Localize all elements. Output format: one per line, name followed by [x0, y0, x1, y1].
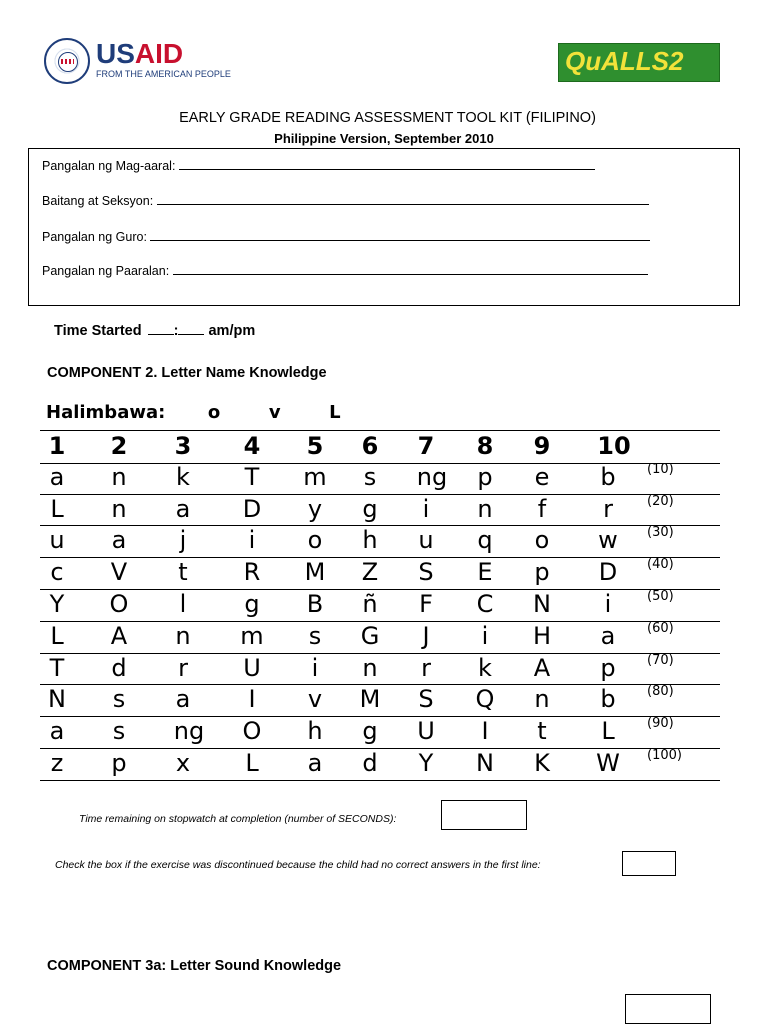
letter-cell[interactable]: n — [362, 653, 378, 682]
letter-cell[interactable]: S — [418, 685, 434, 714]
letter-cell[interactable]: h — [307, 717, 323, 746]
letter-cell[interactable]: i — [604, 590, 612, 618]
letter-cell[interactable]: T — [244, 462, 260, 491]
letter-cell[interactable]: A — [110, 621, 128, 650]
letter-cell[interactable]: o — [307, 526, 323, 555]
letter-cell[interactable]: U — [417, 717, 435, 746]
grid-row — [40, 748, 720, 781]
letter-cell[interactable]: F — [419, 590, 433, 618]
letter-cell[interactable]: r — [421, 653, 431, 682]
letter-cell[interactable]: ng — [416, 462, 448, 491]
letter-cell[interactable]: b — [600, 685, 616, 714]
letter-cell[interactable]: z — [50, 749, 64, 777]
teacher-name-label: Pangalan ng Guro: — [42, 230, 147, 244]
grade-section-field[interactable] — [42, 193, 649, 208]
time-started-suffix: am/pm — [208, 323, 256, 339]
example-letter: v — [268, 402, 281, 423]
grid-column-header: 5 — [306, 432, 324, 460]
student-name-field[interactable] — [42, 158, 595, 173]
equalls-wordmark: QuALLS2 — [565, 46, 684, 76]
letter-cell[interactable]: h — [362, 526, 378, 555]
letter-cell[interactable]: R — [243, 558, 261, 587]
letter-cell[interactable]: S — [418, 558, 434, 587]
grid-column-header: 9 — [533, 432, 551, 460]
row-count-label: (70) — [647, 652, 674, 668]
component2-heading: COMPONENT 2. Letter Name Knowledge — [47, 365, 327, 381]
letter-cell[interactable]: r — [603, 494, 613, 523]
letter-cell[interactable]: Q — [475, 685, 495, 714]
letter-cell[interactable]: p — [111, 749, 127, 777]
grid-row — [40, 589, 720, 622]
letter-cell[interactable]: C — [476, 590, 494, 618]
letter-cell[interactable]: e — [534, 462, 550, 491]
grid-row — [40, 716, 720, 749]
grid-row — [40, 684, 720, 717]
row-count-label: (20) — [647, 493, 674, 509]
letter-cell[interactable]: T — [49, 653, 65, 682]
letter-cell[interactable]: u — [418, 526, 434, 555]
letter-cell[interactable]: t — [537, 717, 547, 746]
grid-row — [40, 525, 720, 558]
example-label: Halimbawa: — [46, 402, 166, 423]
grid-column-header: 2 — [110, 432, 128, 460]
time-started-label: Time Started — [54, 323, 142, 339]
letter-cell[interactable]: N — [476, 749, 494, 777]
row-count-label: (90) — [647, 716, 674, 732]
grid-column-header: 8 — [476, 432, 494, 460]
letter-cell[interactable]: o — [534, 526, 550, 555]
letter-cell[interactable]: s — [112, 717, 126, 746]
letter-cell[interactable]: s — [112, 685, 126, 714]
example-row — [46, 402, 341, 428]
letter-cell[interactable]: L — [50, 494, 64, 523]
grid-column-header: 7 — [417, 432, 435, 460]
letter-cell[interactable]: K — [534, 749, 550, 777]
letter-cell[interactable]: i — [248, 526, 256, 555]
usaid-tagline: FROM THE AMERICAN PEOPLE — [96, 69, 231, 79]
letter-cell[interactable]: L — [245, 749, 259, 777]
letter-cell[interactable]: O — [242, 717, 262, 746]
row-count-label: (30) — [647, 525, 674, 541]
letter-cell[interactable]: I — [248, 685, 256, 714]
student-info-box — [28, 148, 740, 306]
letter-cell[interactable]: q — [477, 526, 493, 555]
letter-cell[interactable]: N — [533, 590, 551, 618]
discontinued-note: Check the box if the exercise was discontinued because the child had no correct answers in the first line: — [55, 859, 541, 871]
discontinued-checkbox[interactable] — [622, 851, 676, 876]
letter-cell[interactable]: n — [175, 621, 191, 650]
letter-cell[interactable]: a — [175, 685, 191, 714]
letter-cell[interactable]: V — [110, 558, 128, 587]
time-started-hours-blank[interactable] — [148, 323, 174, 335]
grid-column-header: 3 — [174, 432, 192, 460]
letter-cell[interactable]: d — [362, 749, 378, 777]
grid-column-header: 6 — [361, 432, 379, 460]
letter-cell[interactable]: v — [307, 685, 323, 714]
letter-cell[interactable]: y — [307, 494, 323, 523]
letter-cell[interactable]: i — [481, 621, 489, 650]
example-letter: L — [329, 402, 341, 423]
time-remaining-input[interactable] — [441, 800, 527, 830]
letter-cell[interactable]: a — [111, 526, 127, 555]
document-subtitle: Philippine Version, September 2010 — [274, 131, 494, 146]
letter-cell[interactable]: m — [303, 462, 327, 491]
component3a-heading: COMPONENT 3a: Letter Sound Knowledge — [47, 958, 342, 974]
equalls-logo — [558, 43, 720, 82]
time-remaining-note: Time remaining on stopwatch at completion (number of SECONDS): — [79, 813, 397, 825]
usaid-logo — [44, 38, 231, 84]
letter-cell[interactable]: D — [242, 494, 262, 523]
letter-cell[interactable]: M — [304, 558, 326, 587]
teacher-name-field[interactable] — [42, 229, 650, 244]
letter-cell[interactable]: Y — [49, 590, 65, 618]
time-started-field[interactable]: Time Started : am/pm — [54, 323, 256, 339]
grid-column-header: 4 — [243, 432, 261, 460]
student-name-label: Pangalan ng Mag-aaral: — [42, 159, 176, 173]
letter-cell[interactable]: b — [600, 462, 616, 491]
grid-row — [40, 494, 720, 527]
grid-column-header: 10 — [597, 432, 631, 460]
letter-cell[interactable]: a — [49, 462, 65, 491]
grid-column-header: 1 — [48, 432, 66, 460]
example-letter: o — [207, 402, 221, 423]
grid-row — [40, 557, 720, 590]
letter-cell[interactable]: G — [360, 621, 380, 650]
grid-header-row — [40, 430, 720, 464]
letter-cell[interactable]: a — [600, 621, 616, 650]
letter-cell[interactable]: B — [306, 590, 324, 618]
letter-cell[interactable]: c — [50, 558, 64, 587]
letter-cell[interactable]: f — [537, 494, 547, 523]
letter-cell[interactable]: p — [534, 558, 550, 587]
letter-cell[interactable]: a — [307, 749, 323, 777]
grid-row — [40, 621, 720, 654]
time-started-minutes-blank[interactable] — [178, 323, 204, 335]
letter-cell[interactable]: s — [308, 621, 322, 650]
letter-cell[interactable]: n — [111, 462, 127, 491]
letter-cell[interactable]: p — [600, 653, 616, 682]
component3a-box[interactable] — [625, 994, 711, 1024]
letter-cell[interactable]: Z — [361, 558, 379, 587]
letter-cell[interactable]: r — [178, 653, 188, 682]
letter-cell[interactable]: N — [48, 685, 66, 714]
letter-cell[interactable]: d — [111, 653, 127, 682]
letter-cell[interactable]: L — [601, 717, 615, 746]
letter-cell[interactable]: n — [477, 494, 493, 523]
school-name-label: Pangalan ng Paaralan: — [42, 264, 170, 278]
letter-cell[interactable]: m — [240, 621, 264, 650]
row-count-label: (60) — [647, 620, 674, 636]
letter-cell[interactable]: p — [477, 462, 493, 491]
letter-cell[interactable]: A — [533, 653, 551, 682]
letter-cell[interactable]: n — [111, 494, 127, 523]
letter-cell[interactable]: W — [596, 749, 620, 777]
row-count-label: (50) — [647, 589, 674, 604]
letter-cell[interactable]: L — [50, 621, 64, 650]
letter-cell[interactable]: a — [49, 717, 65, 746]
letter-cell[interactable]: k — [176, 462, 190, 491]
letter-cell[interactable]: ng — [173, 717, 205, 746]
letter-cell[interactable]: n — [534, 685, 550, 714]
letter-cell[interactable]: w — [598, 526, 618, 555]
grade-section-label: Baitang at Seksyon: — [42, 194, 154, 208]
letter-cell[interactable]: a — [175, 494, 191, 523]
letter-cell[interactable]: j — [179, 526, 187, 555]
letter-cell[interactable]: Y — [418, 749, 434, 777]
letter-cell[interactable]: u — [49, 526, 65, 555]
letter-cell[interactable]: ñ — [362, 590, 378, 618]
row-count-label: (100) — [647, 748, 682, 763]
school-name-field[interactable] — [42, 263, 648, 278]
letter-cell[interactable]: E — [477, 558, 493, 587]
grid-row — [40, 462, 720, 495]
letter-cell[interactable]: g — [244, 590, 260, 618]
letter-cell[interactable]: U — [243, 653, 261, 682]
letter-cell[interactable]: J — [422, 621, 430, 650]
letter-cell[interactable]: O — [109, 590, 129, 618]
row-count-label: (40) — [647, 557, 674, 573]
letter-cell[interactable]: H — [532, 621, 552, 650]
grid-row — [40, 653, 720, 686]
letter-cell[interactable]: s — [363, 462, 377, 491]
letter-cell[interactable]: k — [478, 653, 492, 682]
letter-cell[interactable]: i — [422, 494, 430, 523]
document-title: EARLY GRADE READING ASSESSMENT TOOL KIT (FILIPINO) — [179, 110, 596, 126]
letter-cell[interactable]: i — [311, 653, 319, 682]
letter-cell[interactable]: I — [481, 717, 489, 746]
row-count-label: (10) — [647, 461, 674, 477]
usaid-seal-icon — [44, 38, 90, 84]
letter-cell[interactable]: M — [359, 685, 381, 714]
letter-cell[interactable]: D — [598, 558, 618, 587]
letter-cell[interactable]: g — [362, 717, 378, 746]
letter-cell[interactable]: l — [179, 590, 187, 618]
letter-cell[interactable]: t — [178, 558, 188, 587]
letter-cell[interactable]: x — [175, 749, 191, 777]
usaid-wordmark: USAID — [96, 38, 184, 69]
row-count-label: (80) — [647, 684, 674, 700]
letter-cell[interactable]: g — [362, 494, 378, 523]
